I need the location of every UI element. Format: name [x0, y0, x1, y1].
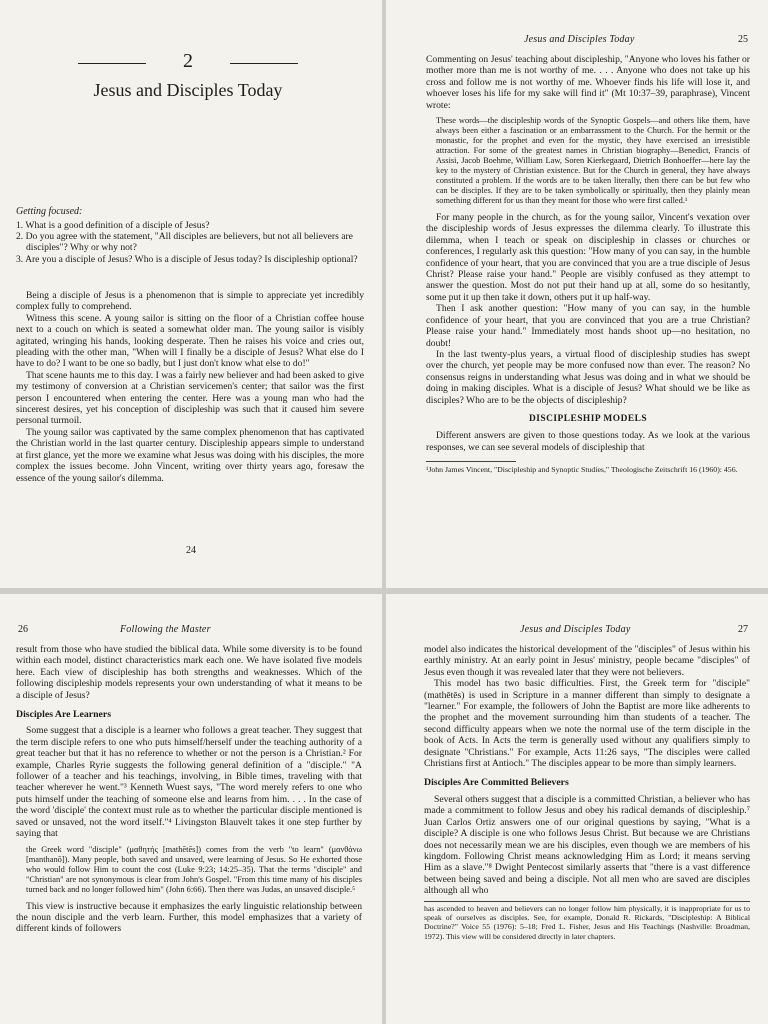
- page-25: [386, 0, 768, 588]
- paragraph: Witness this scene. A young sailor is sitting on the floor of a Christian coffee house next to a couch on which is seated a somewhat older man. The young sailor is visibly agitated, wringing his hands, looking desperate. Then he raises his voice and cries out, pleading with the other man, "When will I finally be a disciple of Jesus? What else do I have to do? I want to be one so badly, but I just don't know what else to do!": [16, 312, 364, 370]
- chapter-title: [60, 80, 316, 101]
- running-head: Jesus and Disciples Today: [520, 624, 631, 635]
- paragraph: model also indicates the historical development of the "disciples" of Jesus within his earthly ministry. At an early point in Jesus' ministry, people became "disciples" of Jesus even though it was revealed later that they were not believers.: [424, 644, 750, 678]
- paragraph: In the last twenty-plus years, a virtual flood of discipleship studies has swept over the church, yet people may be more confused now than ever. The reason? No consensus reigns in understanding what Jesus was doing and in what we should be doing in making disciples. What is a disciple of Jesus? What should we be like as disciples? Who are to be the objects of discipleship?: [426, 348, 750, 406]
- page-24: [0, 0, 382, 588]
- paragraph: Commenting on Jesus' teaching about discipleship, "Anyone who loves his father or mother more than me is not worthy of me. . . . Anyone who does not take up his cross and follow me is not worthy of me. Whoever finds his life will lose it, and whoever loses his life for my sake will find it" (Mt 10:37–39, paraphrase), Vincent wrote:: [426, 54, 750, 111]
- paragraph: Different answers are given to those questions today. As we look at the various responses, we can see several models of discipleship that: [426, 430, 750, 453]
- page-27: [386, 594, 768, 1024]
- paragraph: The young sailor was captivated by the same complex phenomenon that has captivated the Christian world in the last quarter century. Discipleship appears simple to understand at first glance, yet the more we examine what Jesus was doing with his disciples, the more complex the issues become. John Vincent, writing over thirty years ago, foresaw the essence of the young sailor's dilemma.: [16, 426, 364, 484]
- chapter-number-row: [78, 52, 298, 76]
- paragraph: Several others suggest that a disciple is a committed Christian, a believer who has made a commitment to follow Jesus and obey his radical demands of discipleship.⁷ Juan Carlos Ortiz answers one of our original questions by saying, "What is a disciple? A disciple is one who follows Jesus Christ. But because we are Christians does not necessarily mean we are his disciples, even though we are members of his kingdom. Following Christ means acknowledging Him as Lord; it means serving Him as a slave."⁸ Dwight Pentecost similarly asserts that "there is a vast difference between being saved and being a disciple. Not all men who are saved are disciples although all who: [424, 793, 750, 897]
- getting-focused-label: Getting focused:: [16, 206, 83, 217]
- page-number: 26: [18, 624, 28, 635]
- block-quote: These words—the discipleship words of the Synoptic Gospels—and others like them, have always been either a fascination or an embarrassment to the Church. For the hermit or the monastic, for the prophet and even for the mystic, they have exercised an irresistible attraction. For some of the greatest names in Christian biography—Benedict, Francis of Assisi, Jacob Boehme, William Law, Soren Kierkegaard, Dietrich Bonhoeffer—here lay the key to the mystery of Christian existence. But for the Church in general, they have always constituted a problem. If the words are to be taken literally, then there can be but few who can be disciples. If they are to be taken symbolically or spiritually, then they plainly mean something different for us than they meant for those who were first called.¹: [436, 116, 750, 206]
- paragraph: For many people in the church, as for the young sailor, Vincent's vexation over the discipleship words of Jesus expresses the dilemma clearly. To illustrate this dilemma, when I teach or speak on discipleship in classes or churches or conferences, I regularly ask this question: "How many of you can say, in the humble confidence of your heart, that you are convinced that you are a true disciple of Jesus Christ? Please raise your hand." People are visibly confused as they attempt to answer the question. Most do not put their hand up at all, some do so hesitantly, some put it up then take it down, others put it up half-way.: [426, 212, 750, 303]
- body-text: [424, 644, 750, 941]
- body-text: [16, 290, 364, 484]
- section-heading: Disciples Are Learners: [16, 709, 112, 721]
- running-head: Jesus and Disciples Today: [524, 34, 635, 45]
- running-head: Following the Master: [120, 624, 211, 635]
- question-item: 2. Do you agree with the statement, "All disciples are believers, but not all believers are disciples"? Why or why not?: [16, 231, 353, 254]
- question-item: 1. What is a good definition of a disciple of Jesus?: [16, 220, 210, 231]
- body-text: [16, 644, 362, 935]
- page-number: 24: [186, 545, 196, 556]
- paragraph: Then I ask another question: "How many of you can say, in the humble confidence of your heart, that you are convinced that you are a true Christian? Please raise your hand." Immediately most hands shoot up—no hesitation, no doubt!: [426, 303, 750, 349]
- chapter-rule-right: [230, 63, 298, 64]
- paragraph: result from those who have studied the biblical data. While some diversity is to be found within each model, distinct characteristics mark each one. We have isolated five models here. Each view of discipleship has both strengths and weaknesses. Which of the following discipleship models represents your own understanding of what it means to be a disciple of Jesus?: [16, 644, 362, 701]
- footnote: has ascended to heaven and believers can no longer follow him physically, it is inappropriate for us to speak of ourselves as disciples. See, for example, Donald R. Rickards, "Discipleship: A Biblical Doctrine?" Voice 55 (1976): 5–18; Fred L. Fisher, Jesus and His Teachings (Nashville: Broadman, 1972). This view will be considered directly in later chapters.: [424, 903, 750, 941]
- paragraph: This view is instructive because it emphasizes the early linguistic relationship between the noun disciple and the verb learn. Further, this model emphasizes that a variety of different kinds of followers: [16, 900, 362, 935]
- question-item: 3. Are you a disciple of Jesus? Who is a disciple of Jesus today? Is discipleship optional?: [16, 253, 358, 265]
- page-number: 27: [738, 624, 748, 635]
- chapter-number: 2: [183, 50, 193, 72]
- footnote-rule: [426, 461, 516, 462]
- section-heading: DISCIPLESHIP MODELS: [528, 413, 648, 424]
- block-quote: the Greek word "disciple" (μαθητής [mathētēs]) comes from the verb "to learn" (μανθάνω [manthanō]). Many people, both saved and unsaved, were learning of Jesus. So He exhorted those who would follow Him to count the cost (Luke 9:23; 14:25–35). That the terms "disciple" and "Christian" are not synonymous is clear from John's Gospel. "From this time many of his disciples turned back and no longer followed him" (John 6:66). Then there was Judas, an unsaved disciple.⁵: [26, 844, 362, 894]
- paragraph: That scene haunts me to this day. I was a fairly new believer and had been asked to give my testimony of conversion at a Christian servicemen's center; that sailor was the first person I encountered when entering the center. Here was a young man who had the sincerest desires, yet his conception of discipleship was such that it caused him severe personal turmoil.: [16, 369, 364, 427]
- paragraph: Being a disciple of Jesus is a phenomenon that is simple to appreciate yet incredibly complex fully to comprehend.: [16, 290, 364, 313]
- footnote: ¹John James Vincent, "Discipleship and Synoptic Studies," Theologische Zeitschrift 16 (1960): 456.: [426, 465, 738, 475]
- body-text: [426, 54, 750, 475]
- chapter-title-text: Jesus and Disciples Today: [93, 80, 283, 100]
- paragraph: This model has two basic difficulties. First, the Greek term for "disciple" (mathētēs) is used in Scripture in a manner different than simply to designate a "learner." For example, the followers of John the Baptist are more like adherents to the prophet and the movement surrounding him than students of a teacher. The second difficulty appears when we note the normal use of the term disciple in the book of Acts. In Acts the term is generally used without any qualifiers simply to designate "Christians." For example, Acts 11:26 says, "The disciples were called Christians first at Antioch." The disciples appear to be more than simply learners.: [424, 678, 750, 770]
- focus-questions: [16, 220, 364, 265]
- paragraph: Some suggest that a disciple is a learner who follows a great teacher. They suggest that the term disciple refers to one who puts himself/herself under the teaching authority of a great teacher but that it has no reference to whether or not the person is a Christian.² For example, Charles Ryrie suggests the following general definition of a "disciple." "A follower of a teacher and his teachings, involving, in Bible times, traveling with that teacher wherever he went."³ Kenneth Wuest says, "The word merely refers to one who puts himself under the teaching of someone else and learns from him. . . . In the case of the word 'disciple' the context must rule as to whether the particular disciple mentioned is saved or unsaved, not the word itself."⁴ Livingston Blauvelt takes it one step further by saying that: [16, 725, 362, 840]
- page-26: [0, 594, 382, 1024]
- page-number: 25: [738, 34, 748, 45]
- section-heading: Disciples Are Committed Believers: [424, 777, 569, 789]
- footnote-rule: [424, 901, 750, 902]
